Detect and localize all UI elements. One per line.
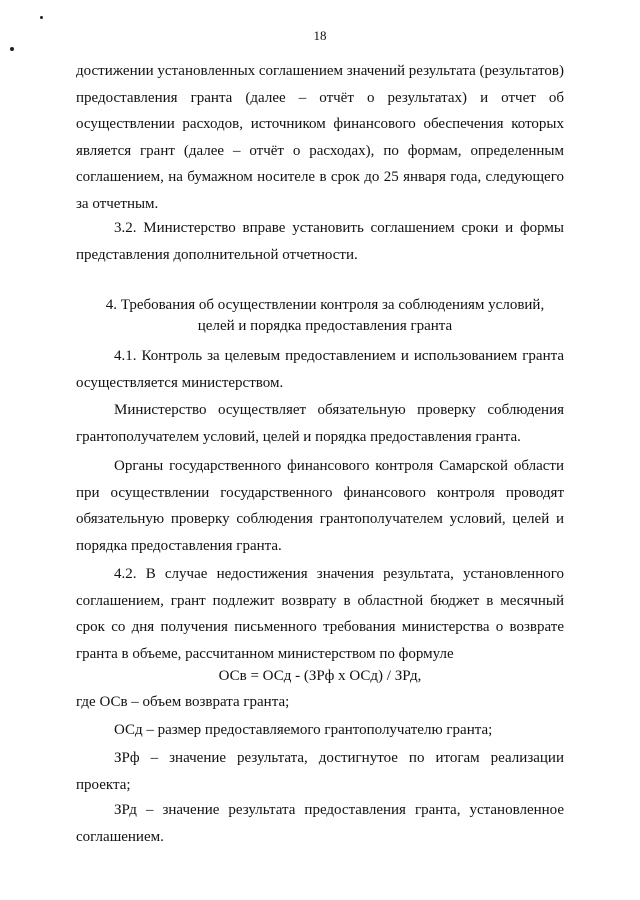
definition-osv: где ОСв – объем возврата гранта; (76, 694, 290, 710)
return-formula: ОСв = ОСд - (ЗРф х ОСд) / ЗРд, (218, 668, 422, 684)
paragraph-financial-control: Органы государственного финансового контроля Самарской области при осуществлении государственного финансового контроля проводят обязательную проверку соблюдения грантополучателем условий, целей и порядка предоставления гранта. (76, 458, 564, 554)
paragraph-4-1: 4.1. Контроль за целевым предоставлением и использованием гранта осуществляется министерством. (76, 348, 564, 391)
section-heading-line-2: целей и порядка предоставления гранта (197, 318, 453, 334)
paragraph-3-2: 3.2. Министерство вправе установить соглашением сроки и формы представления дополнительной отчетности. (76, 220, 564, 263)
section-heading-line-1: 4. Требования об осуществлении контроля за соблюдениям условий, (105, 297, 545, 313)
scan-speck (40, 16, 43, 19)
scan-speck (10, 47, 14, 51)
section-heading-4 (90, 295, 560, 337)
page-number: 18 (313, 28, 327, 43)
definition-zrd: ЗРд – значение результата предоставления гранта, установленное соглашением. (76, 802, 564, 845)
paragraph-4-2: 4.2. В случае недостижения значения результата, установленного соглашением, грант подлежит возврату в областной бюджет в месячный срок со дня получения письменного требования министерства о возврате гранта в объеме, рассчитанном министерством по формуле (76, 566, 564, 662)
definition-zrf: ЗРф – значение результата, достигнутое по итогам реализации проекта; (76, 750, 564, 793)
paragraph-reporting-forms: достижении установленных соглашением значений результата (результатов) предоставления гранта (далее – отчёт о результатах) и отчет об осуществлении расходов, источником финансового обеспечения которых является грант (далее – отчёт о расходах), по формам, определенным соглашением, на бумажном носителе в срок до 25 января года, следующего за отчетным. (76, 63, 564, 212)
paragraph-ministry-check: Министерство осуществляет обязательную проверку соблюдения грантополучателем условий, целей и порядка предоставления гранта. (76, 402, 564, 445)
definition-osd: ОСд – размер предоставляемого грантополучателю гранта; (114, 722, 493, 738)
